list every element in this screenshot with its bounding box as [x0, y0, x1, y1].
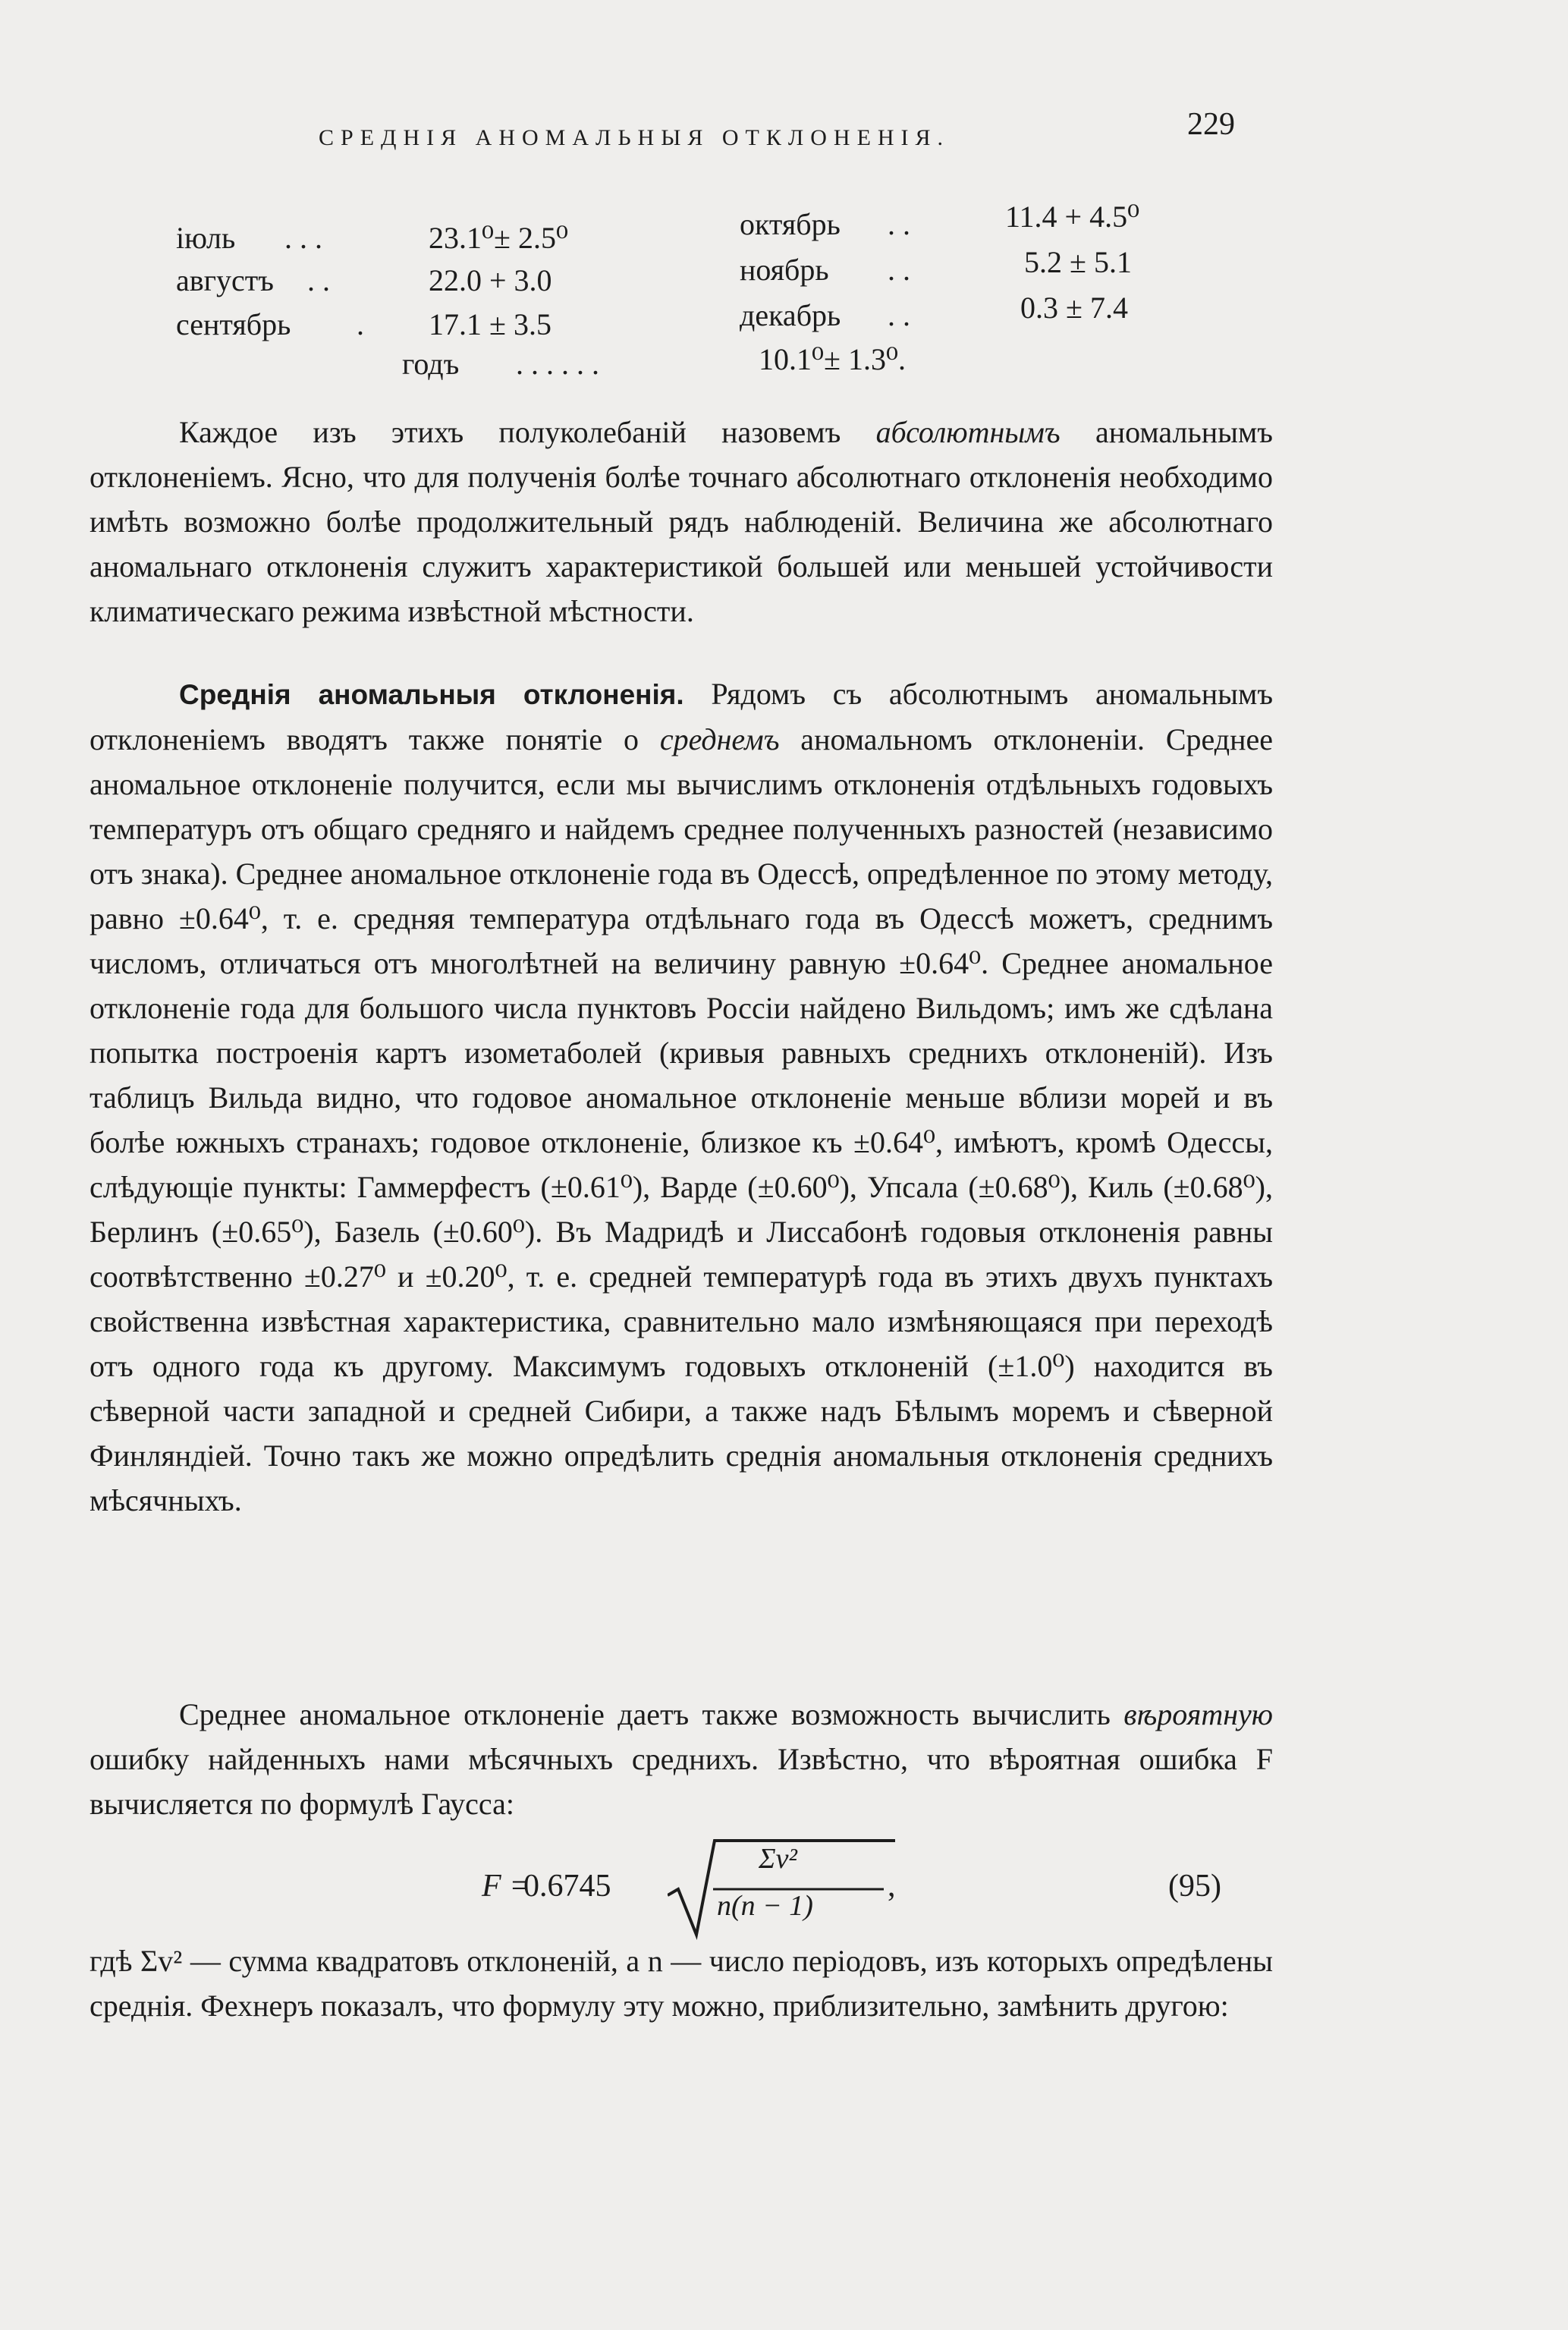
paragraph-text: Рядомъ съ абсолютнымъ аномальнымъ отклоненіемъ вводятъ также понятіе о: [90, 677, 1274, 756]
table-value: 11.4 + 4.5⁰: [1005, 200, 1140, 234]
table-month: ноябрь: [740, 253, 829, 287]
formula-numerator: Σv²: [759, 1843, 797, 1875]
table-value: 5.2 ± 5.1: [1024, 245, 1132, 279]
paragraph-text: аномальномъ отклоненіи. Среднее аномальное отклоненіе получится, если мы вычислимъ отклоненія отдѣльныхъ годовыхъ температуръ отъ общаго средняго и найдемъ среднее полученныхъ разностей (независимо отъ знака). Среднее аномальное отклоненіе года въ Одессѣ, опредѣленное по этому методу, равно ±0.64⁰, т. е. средняя температура отдѣльнаго года въ Одессѣ можетъ, среднимъ числомъ, отличаться отъ многолѣтней на величину равную ±0.64⁰. Среднее аномальное отклоненіе года для большого числа пунктовъ Россіи найдено Вильдомъ; имъ же сдѣлана попытка построенія картъ изометаболей (кривыя равныхъ среднихъ отклоненій). Изъ таблицъ Вильда видно, что годовое аномальное отклоненіе меньше вблизи морей и въ болѣе южныхъ странахъ; годовое отклоненіе, близкое къ ±0.64⁰, имѣютъ, кромѣ Одессы, слѣдующіе пункты: Гаммерфестъ (±0.61⁰), Варде (±0.60⁰), Упсала (±0.68⁰), Киль (±0.68⁰), Берлинъ (±0.65⁰), Базель (±0.60⁰). Въ Мадридѣ и Лиссабонѣ годовыя отклоненія равны соотвѣтственно ±0.27⁰ и ±0.20⁰, т. е. средней температурѣ года въ этихъ двухъ пунктахъ свойственна извѣстная характеристика, сравнительно мало измѣняющаяся при переходѣ отъ одного года къ другому. Максимумъ годовыхъ отклоненій (±1.0⁰) находится въ сѣверной части западной и средней Сибири, а также надъ Бѣлымъ моремъ и сѣверной Финляндіей. Точно такъ же можно опредѣлить среднія аномальныя отклоненія среднихъ мѣсячныхъ.: [90, 722, 1273, 1517]
page-number: 229: [1187, 107, 1235, 142]
paragraph-text: гдѣ Σv² — сумма квадратовъ отклоненій, а n — число періодовъ, изъ которыхъ опредѣлены среднія. Фехнеръ показалъ, что формулу эту можно, приблизительно, замѣнить другою:: [90, 1944, 1273, 2023]
section-title: Среднія аномальныя отклоненія.: [179, 679, 684, 710]
paragraph: [90, 410, 1273, 634]
emphasis: вѣроятную: [1123, 1697, 1273, 1731]
paragraph: [90, 1692, 1273, 1826]
table-dots: . .: [888, 298, 910, 332]
table-dots: . . . . . .: [516, 347, 599, 381]
table-year-label: годъ: [402, 347, 460, 381]
table-dots: . . .: [284, 221, 322, 255]
table-month: декабрь: [740, 298, 841, 332]
table-month: октябрь: [740, 207, 841, 241]
table-month: августъ: [176, 263, 274, 297]
table-dots: . .: [888, 207, 910, 241]
paragraph-text: Среднее аномальное отклоненіе даетъ также возможность вычислить: [179, 1697, 1124, 1731]
table-year-value: 10.1⁰± 1.3⁰.: [759, 342, 907, 376]
formula-comma: ,: [888, 1869, 896, 1904]
table-value: 22.0 + 3.0: [429, 263, 552, 297]
table-month: іюль: [176, 221, 236, 255]
section-paragraph: [90, 671, 1273, 1523]
paragraph: [90, 1939, 1273, 2028]
table-value: 17.1 ± 3.5: [429, 307, 551, 341]
paragraph-text: Каждое изъ этихъ полуколебаній назовемъ: [179, 415, 876, 449]
formula-constant: 0.6745: [523, 1869, 611, 1904]
paragraph-text: ошибку найденныхъ нами мѣсячныхъ среднихъ. Извѣстно, что вѣроятная ошибка F вычисляется по формулѣ Гаусса:: [90, 1742, 1273, 1821]
paragraph-text: аномальнымъ отклоненіемъ. Ясно, что для полученія болѣе точнаго абсолютнаго отклоненія необходимо имѣть возможно болѣе продолжительный рядъ наблюденій. Величина же абсолютнаго аномальнаго отклоненія служитъ характеристикой большей или меньшей устойчивости климатическаго режима извѣстной мѣстности.: [90, 415, 1273, 628]
emphasis: абсолютнымъ: [875, 415, 1061, 449]
running-head: СРЕДНІЯ АНОМАЛЬНЫЯ ОТКЛОНЕНІЯ.: [319, 125, 951, 150]
equation-number: (95): [1168, 1869, 1221, 1904]
emphasis: среднемъ: [659, 722, 780, 756]
table-dots: . .: [307, 263, 330, 297]
table-value: 0.3 ± 7.4: [1020, 291, 1128, 325]
table-value: 23.1⁰± 2.5⁰: [429, 221, 569, 255]
table-dots: .: [357, 307, 364, 341]
formula-95: [0, 1836, 1568, 1942]
table-month: сентябрь: [176, 307, 291, 341]
table-dots: . .: [888, 253, 910, 287]
formula-denominator: n(n − 1): [717, 1890, 813, 1922]
formula-lhs: F =: [482, 1869, 531, 1904]
